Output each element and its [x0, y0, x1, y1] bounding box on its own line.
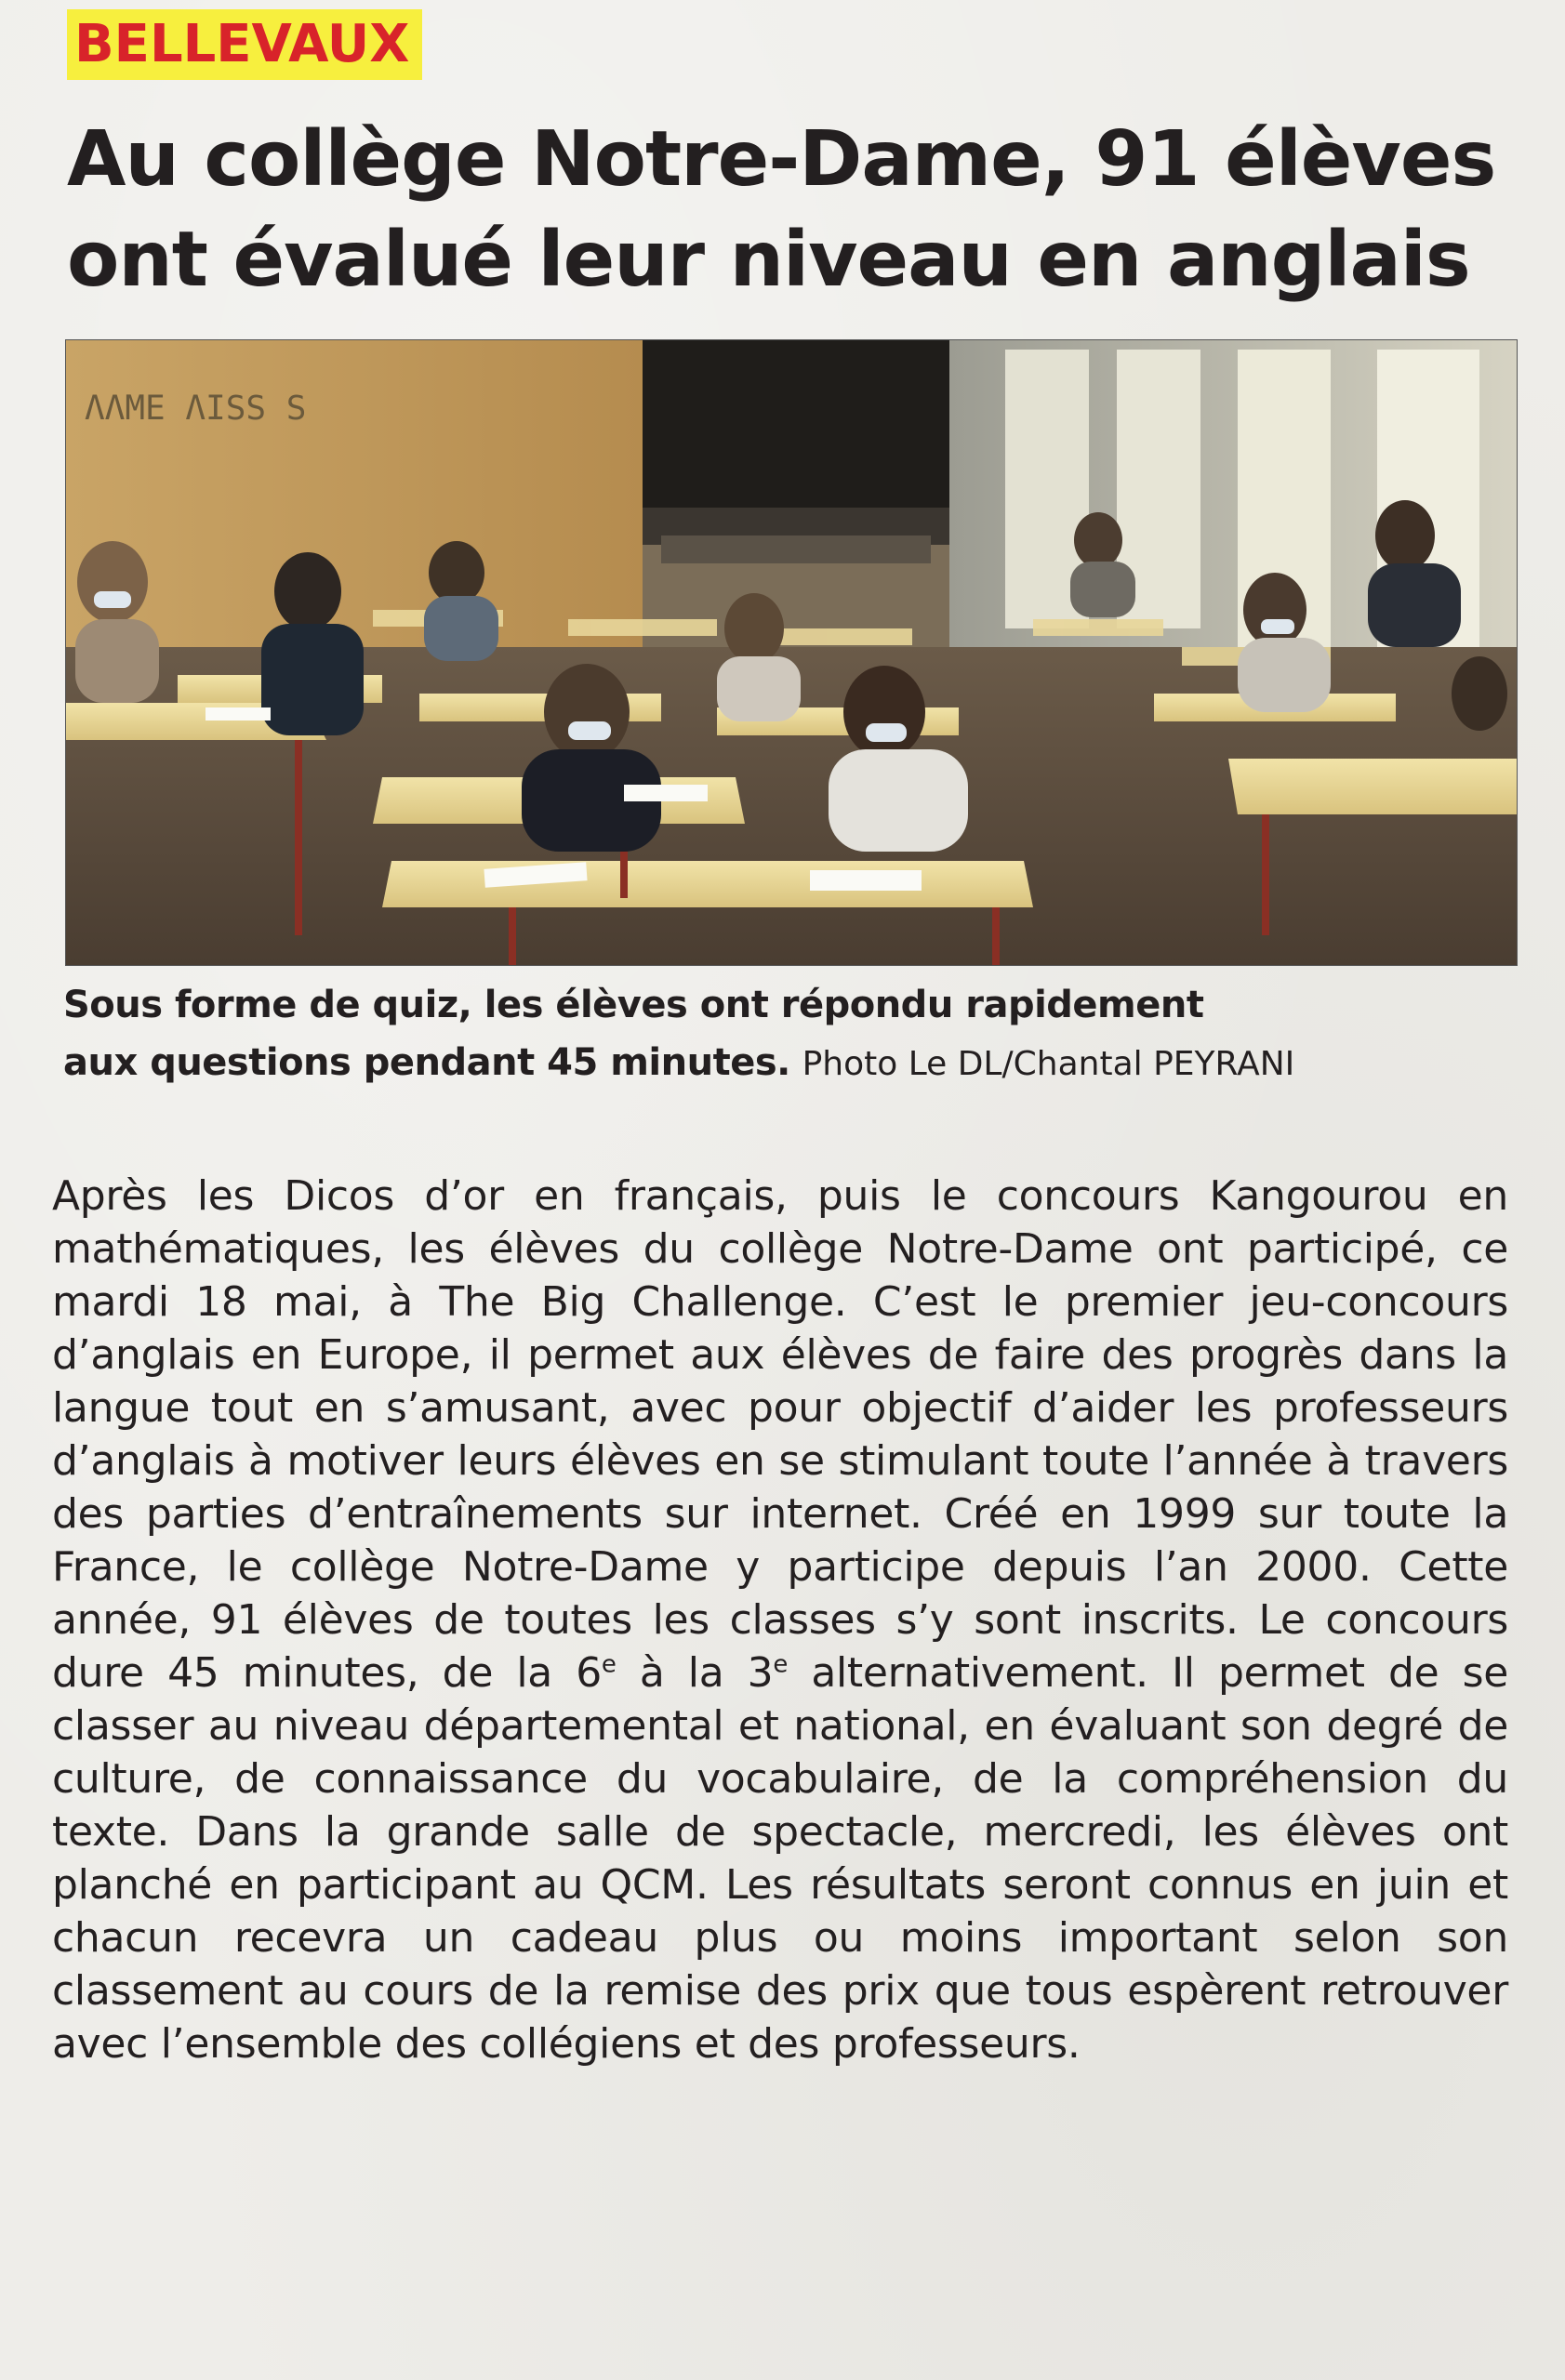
caption-line-1: Sous forme de quiz, les élèves ont répondu rapidement [63, 984, 1204, 1026]
ordinal-suffix-1: e [601, 1650, 617, 1679]
caption-line-2: aux questions pendant 45 minutes. [63, 1041, 790, 1084]
article-body [52, 1170, 1508, 2070]
body-text-part-2: à la 3 [616, 1649, 774, 1697]
body-text-part-3: alternativement. Il permet de se classer au niveau départemental et national, en évaluant son degré de culture, de connaissance du vocabulaire, de la compréhension du texte. Dans la grande salle de spectacle, mercredi, les élèves ont planché en participant au QCM. Les résultats seront connus en juin et chacun recevra un cadeau plus ou moins important selon son classement au cours de la remise des prix que tous espèrent retrouver avec l’ensemble des collégiens et des professeurs. [52, 1649, 1508, 2068]
headline [67, 110, 1518, 311]
section-rubric: BELLEVAUX [67, 9, 422, 80]
svg-text:ΛΛΜΕ ΛΙSS S: ΛΛΜΕ ΛΙSS S [85, 390, 307, 428]
classroom-photo-illustration [66, 340, 1517, 965]
headline-line-1: Au collège Notre-Dame, 91 élèves [67, 115, 1496, 204]
body-text-part-1: Après les Dicos d’or en français, puis le concours Kangourou en mathématiques, les élèves du collège Notre-Dame ont participé, ce mardi 18 mai, à The Big Challenge. C’est le premier jeu-concours d’anglais en Europe, il permet aux élèves de faire des progrès dans la langue tout en s’amusant, avec pour objectif d’aider les professeurs d’anglais à motiver leurs élèves en se stimulant toute l’année à travers des parties d’entraînements sur internet. Créé en 1999 sur toute la France, le collège Notre-Dame y participe depuis l’an 2000. Cette année, 91 élèves de toutes les classes s’y sont inscrits. Le concours dure 45 minutes, de la 6 [52, 1172, 1508, 1697]
article-photo [65, 339, 1518, 966]
headline-line-2: ont évalué leur niveau en anglais [67, 216, 1470, 304]
photo-credit: Photo Le DL/Chantal PEYRANI [802, 1045, 1295, 1083]
ordinal-suffix-2: e [773, 1650, 789, 1679]
photo-caption [63, 976, 1532, 1093]
